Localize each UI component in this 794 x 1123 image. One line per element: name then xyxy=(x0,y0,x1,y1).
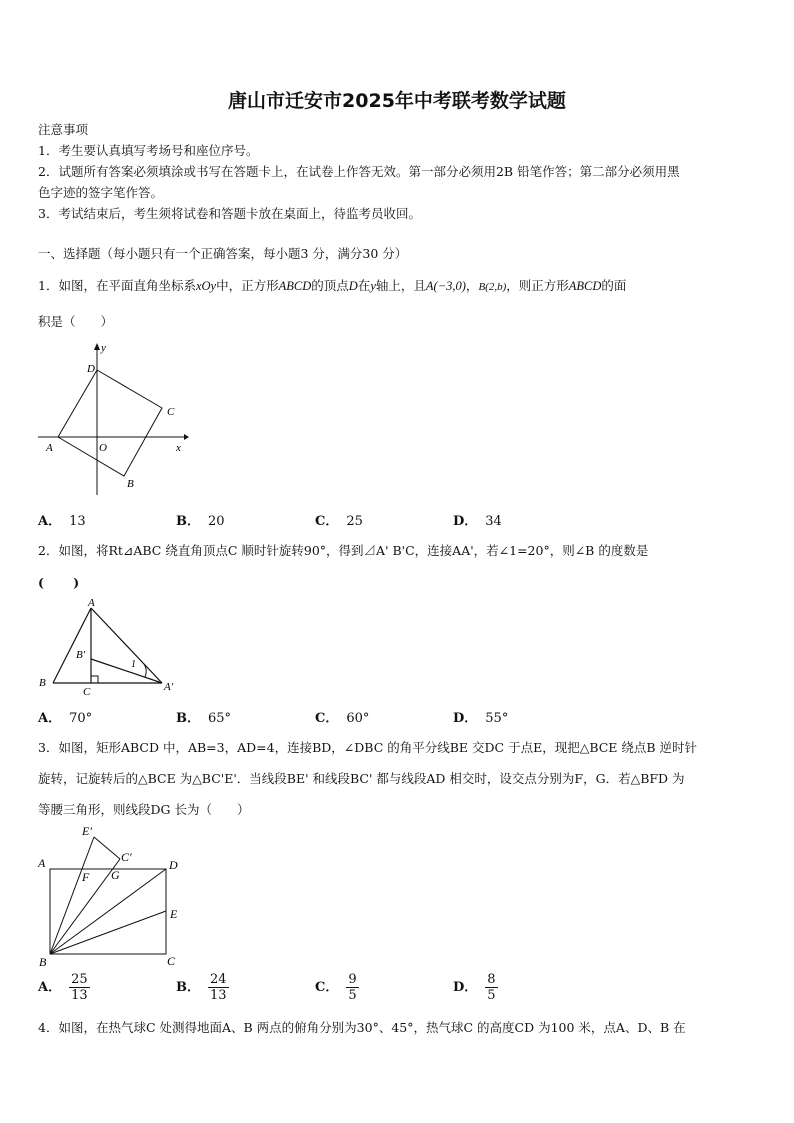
segment-bd xyxy=(50,869,166,954)
segment-e-prime-c-prime xyxy=(94,837,120,859)
label-f: F xyxy=(82,870,90,884)
q2-option-c[interactable]: C． 60° xyxy=(315,711,370,726)
q4-text: 4．如图，在热气球C 处测得地面A、B 两点的俯角分别为30°、45°，热气球C 的高度CD 为100 米，点A、D、B 在 xyxy=(38,1020,686,1035)
q1-point-a: A(−3,0) xyxy=(425,279,466,293)
q1-xoy: xOy xyxy=(195,279,217,293)
q1-text-e: 轴上，且 xyxy=(375,278,426,293)
note-2b: 色字迹的签字笔作答。 xyxy=(38,185,164,200)
q2-option-b[interactable]: B． 65° xyxy=(176,711,232,726)
q2-line2: ( ) xyxy=(38,575,80,590)
q1-text xyxy=(38,276,626,294)
q1-text-g: 的面 xyxy=(601,278,627,293)
note-1: 1．考生要认真填写考场号和座位序号。 xyxy=(38,143,259,158)
q2-text: 2．如图，将Rt⊿ABC 绕直角顶点C 顺时针旋转90°，得到⊿A' B'C，连接AA'，若∠1=20°，则∠B 的度数是 xyxy=(38,543,649,558)
q1-y: y xyxy=(370,279,376,293)
label-b: B xyxy=(39,955,47,969)
label-angle-1: 1 xyxy=(131,659,136,670)
q1-text-b: 中，正方形 xyxy=(216,278,279,293)
q3-option-a[interactable]: A． $\frac{25}{13}$ xyxy=(38,972,88,1003)
q1-point-b: B(2,b) xyxy=(478,281,507,293)
q2-figure xyxy=(36,596,186,700)
q1-abcd: ABCD xyxy=(278,279,312,293)
label-b-prime: B′ xyxy=(76,649,86,661)
segment-be xyxy=(50,911,166,954)
label-d: D xyxy=(169,858,178,872)
q1-abcd2: ABCD xyxy=(568,279,602,293)
label-c: C xyxy=(83,686,91,698)
q1-d: D xyxy=(348,279,358,293)
q1-figure xyxy=(36,340,196,500)
q3-line1: 3．如图，矩形ABCD 中，AB=3，AD=4，连接BD，∠DBC 的角平分线BE 交DC 于点E，现把△BCE 绕点B 逆时针 xyxy=(38,740,698,755)
q3-option-c[interactable]: C． $\frac{9}{5}$ xyxy=(315,972,357,1003)
q2-option-d[interactable]: D． 55° xyxy=(453,711,509,726)
q1-option-a[interactable]: A． 13 xyxy=(38,514,86,529)
label-g: G xyxy=(111,868,120,882)
label-d: D xyxy=(87,363,95,375)
notes-heading: 注意事项 xyxy=(38,122,89,137)
right-angle-mark xyxy=(91,676,98,683)
label-b: B xyxy=(39,677,46,689)
q1-text-f: ，则正方形 xyxy=(506,278,569,293)
note-2a: 2．试题所有答案必须填涂或书写在答题卡上，在试卷上作答无效。第一部分必须用2B 铅笔作答；第二部分必须用黑 xyxy=(38,164,680,179)
label-e: E xyxy=(170,907,178,921)
page-title: 唐山市迁安市2025年中考联考数学试题 xyxy=(228,90,566,112)
q1-text-a: 1．如图，在平面直角坐标系 xyxy=(38,278,196,293)
q1-option-d[interactable]: D． 34 xyxy=(453,514,502,529)
q1-text-c: 的顶点 xyxy=(311,278,349,293)
q1-sep: ， xyxy=(465,278,479,293)
note-3: 3．考试结束后，考生须将试卷和答题卡放在桌面上，待监考员收回。 xyxy=(38,206,421,221)
segment-be-prime xyxy=(50,837,94,954)
label-c-prime: C′ xyxy=(121,850,132,864)
q1-line2: 积是（ ） xyxy=(38,314,114,329)
q3-line3: 等腰三角形，则线段DG 长为（ ） xyxy=(38,802,250,817)
label-c: C xyxy=(167,406,175,418)
label-a-prime: A′ xyxy=(164,681,174,693)
label-y: y xyxy=(101,342,106,354)
q2-option-a[interactable]: A． 70° xyxy=(38,711,93,726)
y-axis-arrow xyxy=(94,343,100,350)
q3-option-d[interactable]: D． $\frac{8}{5}$ xyxy=(453,972,496,1003)
q1-option-b[interactable]: B． 20 xyxy=(176,514,225,529)
label-e-prime: E′ xyxy=(82,824,92,838)
label-o: O xyxy=(99,442,107,454)
label-b: B xyxy=(127,478,134,490)
x-axis-arrow xyxy=(184,434,189,440)
q3-line2: 旋转，记旋转后的△BCE 为△BC'E'．当线段BE' 和线段BC' 都与线段AD 相交时，设交点分别为F，G．若△BFD 为 xyxy=(38,771,685,786)
square-abcd xyxy=(58,370,162,476)
section-heading: 一、选择题（每小题只有一个正确答案，每小题3 分，满分30 分） xyxy=(38,246,408,261)
label-a: A xyxy=(88,597,95,609)
q3-figure xyxy=(36,820,196,970)
label-x: x xyxy=(176,442,181,454)
q3-option-b[interactable]: B． $\frac{24}{13}$ xyxy=(176,972,227,1003)
label-a: A xyxy=(46,442,53,454)
q1-text-d: 在 xyxy=(357,278,371,293)
q1-option-c[interactable]: C． 25 xyxy=(315,514,363,529)
label-c: C xyxy=(167,954,176,968)
label-a: A xyxy=(38,856,46,870)
